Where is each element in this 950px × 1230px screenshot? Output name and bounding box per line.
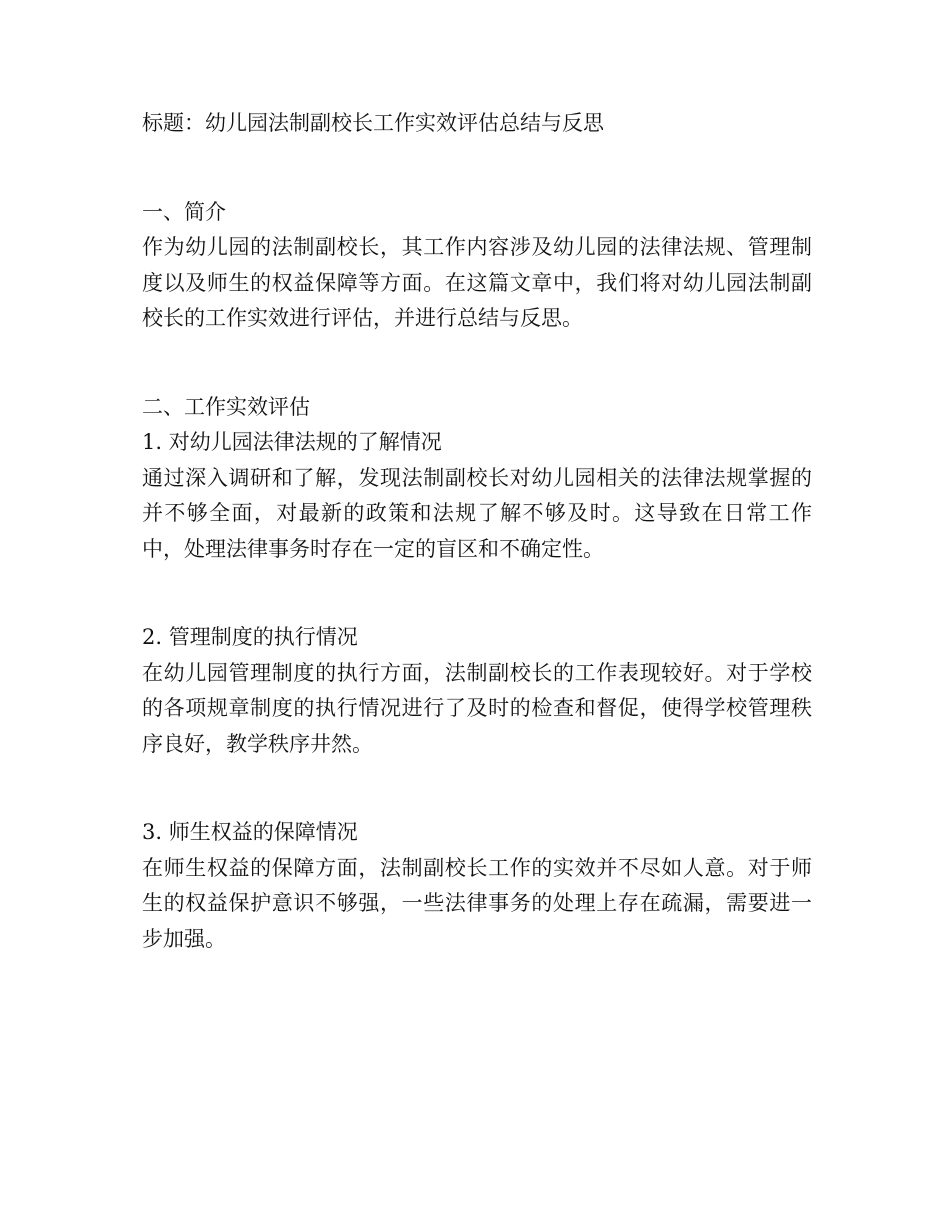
evaluation-item-paragraph: 通过深入调研和了解，发现法制副校长对幼儿园相关的法律法规掌握的并不够全面，对最新的政策和法规了解不够及时。这导致在日常工作中，处理法律事务时存在一定的盲区和不确定性。 bbox=[142, 465, 812, 561]
intro-paragraph: 作为幼儿园的法制副校长，其工作内容涉及幼儿园的法律法规、管理制度以及师生的权益保障等方面。在这篇文章中，我们将对幼儿园法制副校长的工作实效进行评估，并进行总结与反思。 bbox=[142, 235, 812, 330]
evaluation-item-2 bbox=[142, 620, 812, 762]
evaluation-item-paragraph: 在幼儿园管理制度的执行方面，法制副校长的工作表现较好。对于学校的各项规章制度的执行情况进行了及时的检查和督促，使得学校管理秩序良好，教学秩序井然。 bbox=[142, 660, 812, 756]
evaluation-heading: 二、工作实效评估 bbox=[142, 394, 310, 419]
evaluation-section bbox=[142, 390, 812, 958]
document-body bbox=[142, 106, 812, 957]
evaluation-item-1 bbox=[142, 425, 812, 567]
evaluation-item-heading: 3. 师生权益的保障情况 bbox=[142, 820, 358, 844]
intro-heading: 一、简介 bbox=[142, 199, 226, 224]
evaluation-item-heading: 1. 对幼儿园法律法规的了解情况 bbox=[142, 430, 442, 454]
evaluation-item-3 bbox=[142, 815, 812, 957]
document-title: 标题：幼儿园法制副校长工作实效评估总结与反思 bbox=[142, 111, 604, 135]
evaluation-item-heading: 2. 管理制度的执行情况 bbox=[142, 625, 358, 649]
evaluation-item-paragraph: 在师生权益的保障方面，法制副校长工作的实效并不尽如人意。对于师生的权益保护意识不够强，一些法律事务的处理上存在疏漏，需要进一步加强。 bbox=[142, 855, 812, 951]
intro-section bbox=[142, 195, 812, 337]
